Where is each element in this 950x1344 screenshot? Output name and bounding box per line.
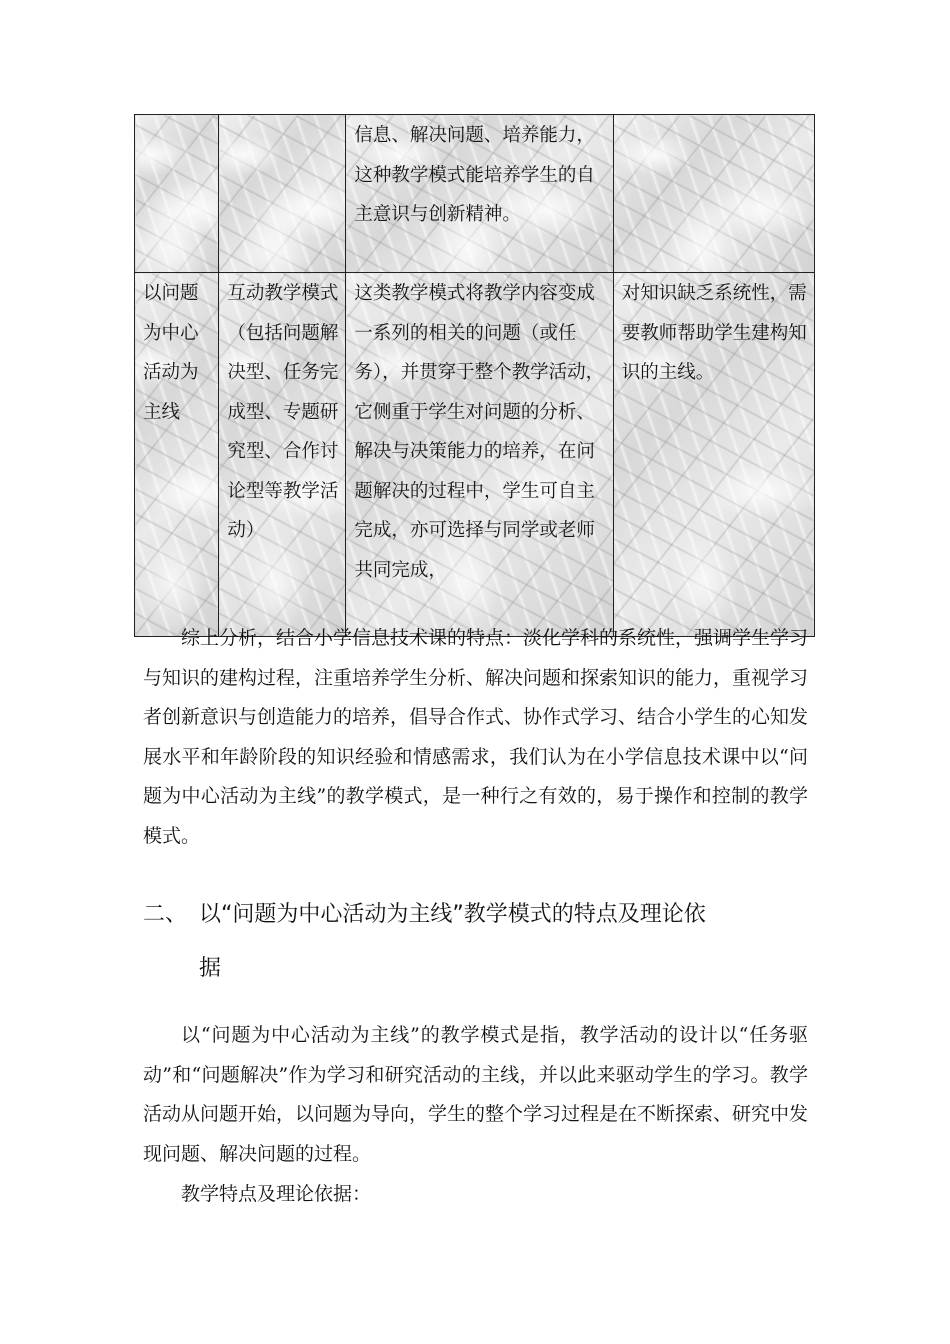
table-row bbox=[135, 273, 815, 637]
section-title-line2: 据 bbox=[199, 956, 222, 981]
definition-paragraph: 以“问题为中心活动为主线”的教学模式是指，教学活动的设计以“任务驱动”和“问题解决”作为学习和研究活动的主线，并以此来驱动学生的学习。教学活动从问题开始，以问题为导向，学生的整个学习过程是在不断探索、研究中发现问题、解决问题的过程。 bbox=[143, 1024, 809, 1165]
summary-paragraph: 综上分析，结合小学信息技术课的特点：淡化学科的系统性，强调学生学习与知识的建构过程，注重培养学生分析、解决问题和探索知识的能力，重视学习者创新意识与创造能力的培养，倡导合作式、协作式学习、结合小学生的心知发展水平和年龄阶段的知识经验和情感需求，我们认为在小学信息技术课中以“问题为中心活动为主线”的教学模式，是一种行之有效的，易于操作和控制的教学模式。 bbox=[143, 627, 809, 847]
table-cell-mode bbox=[219, 115, 346, 273]
section-number: 二、 bbox=[143, 902, 188, 927]
section-heading bbox=[143, 888, 813, 996]
table-cell-category: 以问题为中心活动为主线 bbox=[135, 273, 219, 637]
table-row bbox=[135, 115, 815, 273]
table-cell-shortcoming bbox=[613, 115, 814, 273]
subheading-text: 教学特点及理论依据： bbox=[181, 1183, 372, 1205]
table-cell-description: 这类教学模式将教学内容变成一系列的相关的问题（或任务），并贯穿于整个教学活动，它侧重于学生对问题的分析、解决与决策能力的培养，在问题解决的过程中，学生可自主完成，亦可选择与同学或老师共同完成， bbox=[346, 273, 613, 637]
teaching-mode-table bbox=[134, 114, 815, 637]
table-cell-shortcoming: 对知识缺乏系统性，需要教师帮助学生建构知识的主线。 bbox=[613, 273, 814, 637]
table-cell-category bbox=[135, 115, 219, 273]
table-cell-mode: 互动教学模式（包括问题解决型、任务完成型、专题研究型、合作讨论型等教学活动） bbox=[219, 273, 346, 637]
section-title-line1: 以“问题为中心活动为主线”教学模式的特点及理论依 bbox=[199, 902, 706, 927]
table-cell-description: 信息、解决问题、培养能力，这种教学模式能培养学生的自主意识与创新精神。 bbox=[346, 115, 613, 273]
